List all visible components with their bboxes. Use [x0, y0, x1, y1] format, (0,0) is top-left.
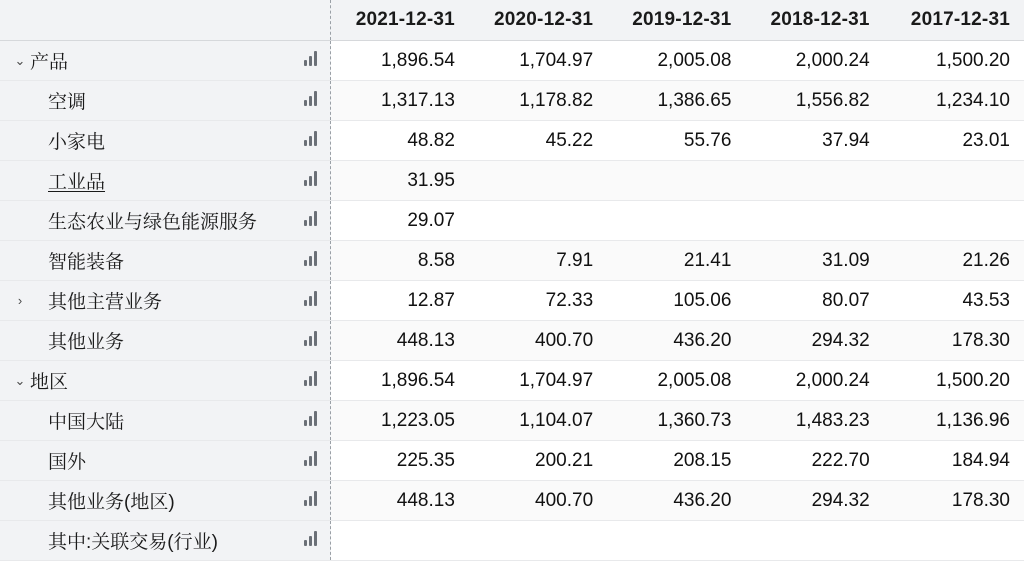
value-cell[interactable]: 1,178.82	[469, 81, 607, 121]
value-cell[interactable]	[745, 161, 883, 201]
row-label-cell[interactable]	[0, 441, 291, 481]
value-cell[interactable]: 208.15	[607, 441, 745, 481]
value-cell[interactable]	[607, 201, 745, 241]
value-cell[interactable]	[884, 161, 1024, 201]
table-row[interactable]	[0, 161, 1024, 201]
value-cell[interactable]: 1,896.54	[331, 361, 469, 401]
table-row[interactable]	[0, 441, 1024, 481]
header-col-2018[interactable]: 2018-12-31	[745, 0, 883, 41]
row-label-text: 其他业务	[48, 332, 125, 353]
value-cell[interactable]: 400.70	[469, 481, 607, 521]
value-cell[interactable]: 222.70	[745, 441, 883, 481]
row-chart-button[interactable]	[291, 201, 331, 241]
chevron-right-icon[interactable]: ›	[17, 293, 23, 308]
value-cell[interactable]	[469, 521, 607, 561]
header-label-column	[0, 0, 291, 41]
value-cell[interactable]: 1,500.20	[884, 361, 1024, 401]
value-cell[interactable]: 43.53	[884, 281, 1024, 321]
value-cell[interactable]: 1,317.13	[331, 81, 469, 121]
value-cell[interactable]	[745, 521, 883, 561]
value-cell[interactable]: 1,704.97	[469, 41, 607, 81]
value-cell[interactable]: 72.33	[469, 281, 607, 321]
value-cell[interactable]: 2,000.24	[745, 361, 883, 401]
row-label-text: 地区	[30, 372, 69, 393]
bar-chart-icon[interactable]	[299, 250, 321, 266]
table-row[interactable]	[0, 361, 1024, 401]
row-chart-button[interactable]	[291, 401, 331, 441]
bar-chart-icon[interactable]	[299, 410, 321, 426]
row-label-text: 工业品	[48, 172, 106, 193]
value-cell[interactable]: 1,386.65	[607, 81, 745, 121]
value-cell[interactable]	[607, 521, 745, 561]
bar-chart-icon[interactable]	[299, 210, 321, 226]
value-cell[interactable]: 225.35	[331, 441, 469, 481]
row-label-text: 国外	[48, 452, 87, 473]
value-cell[interactable]: 1,704.97	[469, 361, 607, 401]
value-cell[interactable]: 31.09	[745, 241, 883, 281]
table-header	[0, 0, 1024, 41]
row-chart-button[interactable]	[291, 481, 331, 521]
row-label-text: 中国大陆	[48, 412, 125, 433]
table-row[interactable]	[0, 241, 1024, 281]
table-row[interactable]	[0, 521, 1024, 561]
value-cell[interactable]: 7.91	[469, 241, 607, 281]
bar-chart-icon[interactable]	[299, 450, 321, 466]
row-chart-button[interactable]	[291, 161, 331, 201]
header-col-2020[interactable]: 2020-12-31	[469, 0, 607, 41]
value-cell[interactable]: 37.94	[745, 121, 883, 161]
row-label-text: 生态农业与绿色能源服务	[48, 212, 258, 233]
row-label-cell[interactable]	[0, 81, 291, 121]
header-col-2021[interactable]: 2021-12-31	[331, 0, 469, 41]
row-chart-button[interactable]	[291, 41, 331, 81]
row-chart-button[interactable]	[291, 81, 331, 121]
value-cell[interactable]: 105.06	[607, 281, 745, 321]
value-cell[interactable]: 21.26	[884, 241, 1024, 281]
value-cell[interactable]: 436.20	[607, 481, 745, 521]
row-label-text: 其他业务(地区)	[48, 492, 175, 513]
value-cell[interactable]: 448.13	[331, 321, 469, 361]
bar-chart-icon[interactable]	[299, 170, 321, 186]
row-chart-button[interactable]	[291, 321, 331, 361]
value-cell[interactable]: 2,005.08	[607, 41, 745, 81]
value-cell[interactable]: 23.01	[884, 121, 1024, 161]
row-label-cell[interactable]	[0, 321, 291, 361]
value-cell[interactable]	[884, 521, 1024, 561]
value-cell[interactable]: 29.07	[331, 201, 469, 241]
row-label-text: 产品	[30, 52, 69, 73]
value-cell[interactable]: 200.21	[469, 441, 607, 481]
value-cell[interactable]: 1,234.10	[884, 81, 1024, 121]
row-label-cell[interactable]	[0, 481, 291, 521]
row-label-text: 智能装备	[48, 252, 125, 273]
row-label-text: 小家电	[48, 132, 106, 153]
row-label-cell[interactable]	[0, 121, 291, 161]
value-cell[interactable]	[469, 201, 607, 241]
value-cell[interactable]: 48.82	[331, 121, 469, 161]
row-label-text: 空调	[48, 92, 87, 113]
value-cell[interactable]: 1,483.23	[745, 401, 883, 441]
value-cell[interactable]: 2,000.24	[745, 41, 883, 81]
value-cell[interactable]: 2,005.08	[607, 361, 745, 401]
value-cell[interactable]	[469, 161, 607, 201]
table-row[interactable]	[0, 81, 1024, 121]
bar-chart-icon[interactable]	[299, 330, 321, 346]
header-col-2019[interactable]: 2019-12-31	[607, 0, 745, 41]
value-cell[interactable]: 8.58	[331, 241, 469, 281]
table-row[interactable]	[0, 481, 1024, 521]
row-label-cell[interactable]	[0, 161, 291, 201]
bar-chart-icon[interactable]	[299, 530, 321, 546]
row-label-cell[interactable]	[0, 241, 291, 281]
row-label-text: 其他主营业务	[48, 292, 163, 313]
header-row	[0, 0, 1024, 41]
bar-chart-icon[interactable]	[299, 290, 321, 306]
row-chart-button[interactable]	[291, 121, 331, 161]
value-cell[interactable]: 45.22	[469, 121, 607, 161]
value-cell[interactable]	[745, 201, 883, 241]
value-cell[interactable]: 21.41	[607, 241, 745, 281]
header-spark-column	[291, 0, 331, 41]
value-cell[interactable]	[607, 161, 745, 201]
value-cell[interactable]: 184.94	[884, 441, 1024, 481]
row-label-cell[interactable]	[0, 41, 291, 81]
value-cell[interactable]: 1,360.73	[607, 401, 745, 441]
row-chart-button[interactable]	[291, 521, 331, 561]
table-row[interactable]	[0, 201, 1024, 241]
table-row[interactable]	[0, 281, 1024, 321]
value-cell[interactable]: 31.95	[331, 161, 469, 201]
bar-chart-icon[interactable]	[299, 130, 321, 146]
table-body	[0, 41, 1024, 561]
row-chart-button[interactable]	[291, 241, 331, 281]
value-cell[interactable]: 1,223.05	[331, 401, 469, 441]
value-cell[interactable]: 12.87	[331, 281, 469, 321]
table-row[interactable]	[0, 401, 1024, 441]
table-row[interactable]	[0, 121, 1024, 161]
value-cell[interactable]	[331, 521, 469, 561]
value-cell[interactable]: 80.07	[745, 281, 883, 321]
row-label-cell[interactable]	[0, 521, 291, 561]
value-cell[interactable]: 1,136.96	[884, 401, 1024, 441]
bar-chart-icon[interactable]	[299, 370, 321, 386]
bar-chart-icon[interactable]	[299, 50, 321, 66]
header-col-2017[interactable]: 2017-12-31	[884, 0, 1024, 41]
value-cell[interactable]: 400.70	[469, 321, 607, 361]
row-label-text: 其中:关联交易(行业)	[48, 532, 218, 553]
value-cell[interactable]: 436.20	[607, 321, 745, 361]
value-cell[interactable]: 55.76	[607, 121, 745, 161]
value-cell[interactable]: 1,104.07	[469, 401, 607, 441]
table-row[interactable]	[0, 321, 1024, 361]
row-label-cell[interactable]	[0, 361, 291, 401]
value-cell[interactable]: 1,500.20	[884, 41, 1024, 81]
value-cell[interactable]: 1,556.82	[745, 81, 883, 121]
value-cell[interactable]: 1,896.54	[331, 41, 469, 81]
row-label-cell[interactable]	[0, 281, 291, 321]
bar-chart-icon[interactable]	[299, 490, 321, 506]
chevron-down-icon[interactable]: ⌄	[14, 373, 26, 388]
value-cell[interactable]: 294.32	[745, 321, 883, 361]
chevron-down-icon[interactable]: ⌄	[14, 53, 26, 68]
row-chart-button[interactable]	[291, 281, 331, 321]
value-cell[interactable]: 178.30	[884, 321, 1024, 361]
row-chart-button[interactable]	[291, 441, 331, 481]
table-row[interactable]	[0, 41, 1024, 81]
row-label-cell[interactable]	[0, 401, 291, 441]
row-chart-button[interactable]	[291, 361, 331, 401]
row-label-cell[interactable]	[0, 201, 291, 241]
value-cell[interactable]: 178.30	[884, 481, 1024, 521]
value-cell[interactable]	[884, 201, 1024, 241]
bar-chart-icon[interactable]	[299, 90, 321, 106]
value-cell[interactable]: 294.32	[745, 481, 883, 521]
value-cell[interactable]: 448.13	[331, 481, 469, 521]
